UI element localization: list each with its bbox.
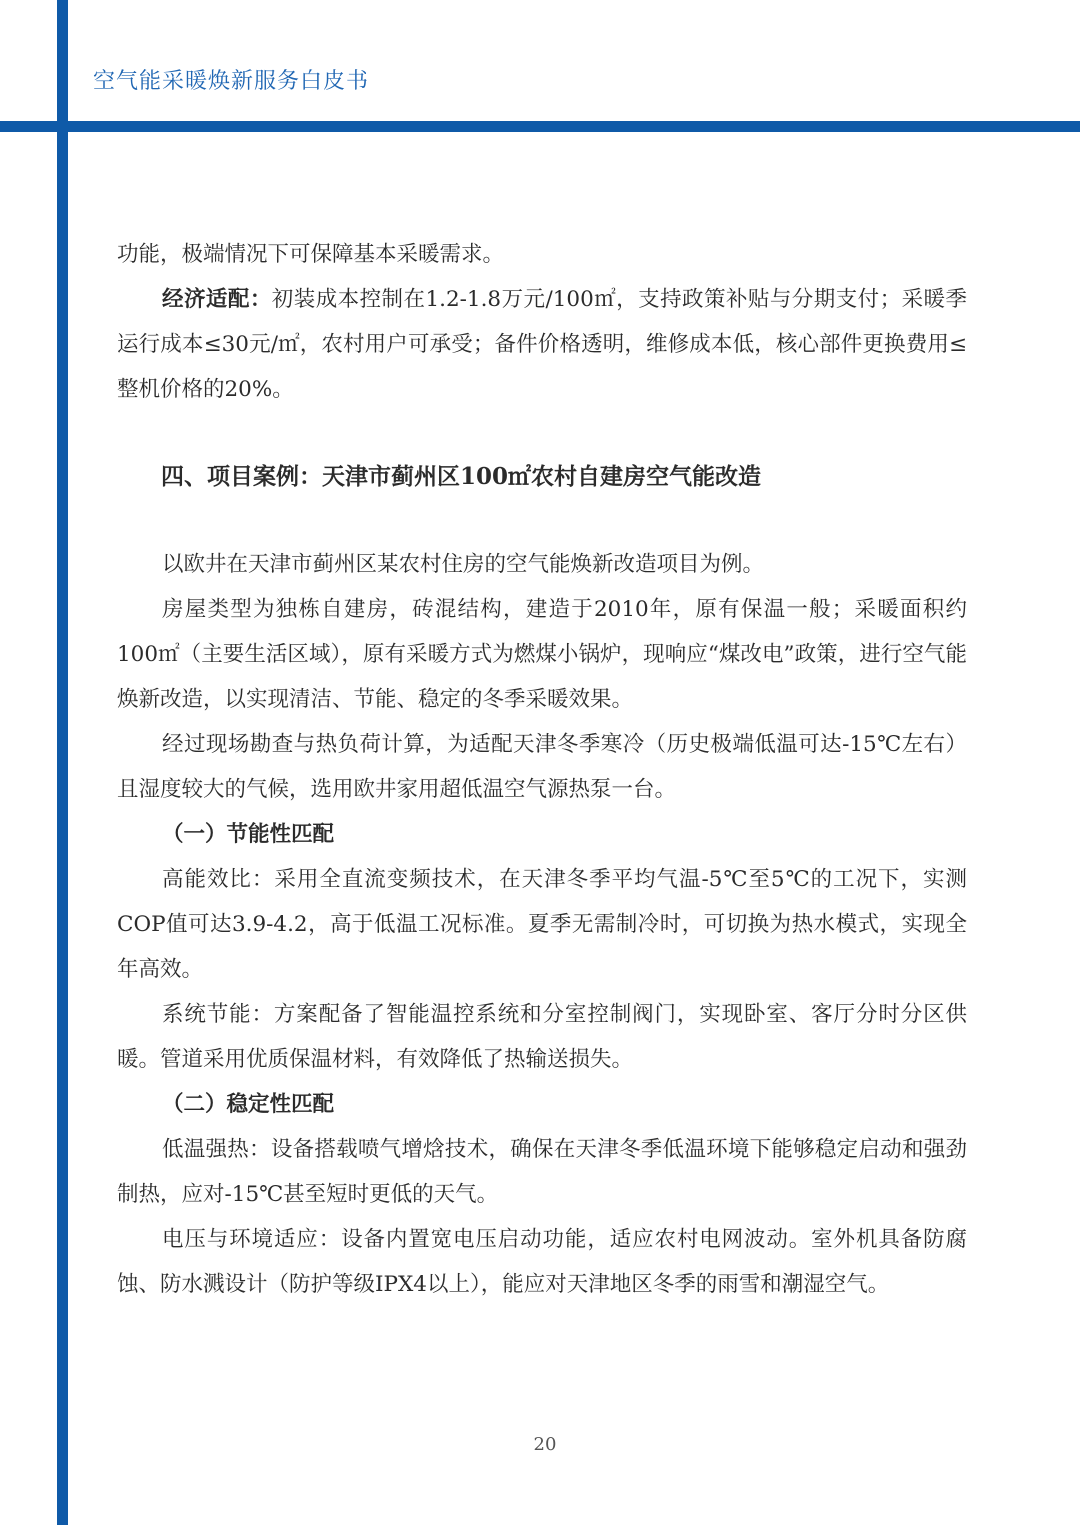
- document-header-title: 空气能采暖焕新服务白皮书: [93, 69, 370, 94]
- left-accent-bar: [57, 0, 68, 1525]
- paragraph-continuation: 功能，极端情况下可保障基本采暖需求。: [117, 242, 505, 267]
- page-number: 20: [533, 1434, 557, 1455]
- paragraph-house-type: 房屋类型为独栋自建房，砖混结构，建造于2010年，原有保温一般；采暖面积约100㎡（主要生活区域），原有采暖方式为燃煤小锅炉，现响应“煤改电”政策，进行空气能焕新改造，以实现清洁、节能、稳定的冬季采暖效果。: [117, 597, 967, 712]
- economic-fit-label: 经济适配：: [162, 287, 272, 312]
- paragraph-economic-fit: [117, 277, 967, 412]
- paragraph-low-temp-heating: 低温强热：设备搭载喷气增焓技术，确保在天津冬季低温环境下能够稳定启动和强劲制热，应对-15℃甚至短时更低的天气。: [117, 1137, 967, 1207]
- paragraph-project-intro: 以欧井在天津市蓟州区某农村住房的空气能焕新改造项目为例。: [162, 552, 765, 577]
- page-body: [117, 232, 967, 1307]
- sub-heading-energy-saving: （一）节能性匹配: [162, 822, 335, 847]
- paragraph-system-saving: 系统节能：方案配备了智能温控系统和分室控制阀门，实现卧室、客厅分时分区供暖。管道采用优质保温材料，有效降低了热输送损失。: [117, 1002, 967, 1072]
- economic-fit-text: 初装成本控制在1.2-1.8万元/100㎡，支持政策补贴与分期支付；采暖季运行成本≤30元/㎡，农村用户可承受；备件价格透明，维修成本低，核心部件更换费用≤整机价格的20%。: [117, 287, 967, 402]
- paragraph-high-efficiency: 高能效比：采用全直流变频技术，在天津冬季平均气温-5℃至5℃的工况下，实测COP值可达3.9-4.2，高于低温工况标准。夏季无需制冷时，可切换为热水模式，实现全年高效。: [117, 867, 967, 982]
- header-divider-bar: [0, 121, 1080, 132]
- paragraph-survey: 经过现场勘查与热负荷计算，为适配天津冬季寒冷（历史极端低温可达-15℃左右）且湿度较大的气候，选用欧井家用超低温空气源热泵一台。: [117, 732, 967, 802]
- sub-heading-stability: （二）稳定性匹配: [162, 1092, 335, 1117]
- paragraph-voltage-environment: 电压与环境适应：设备内置宽电压启动功能，适应农村电网波动。室外机具备防腐蚀、防水溅设计（防护等级IPX4以上），能应对天津地区冬季的雨雪和潮湿空气。: [117, 1227, 967, 1297]
- section-heading-project-case: 四、项目案例：天津市蓟州区100㎡农村自建房空气能改造: [161, 463, 762, 490]
